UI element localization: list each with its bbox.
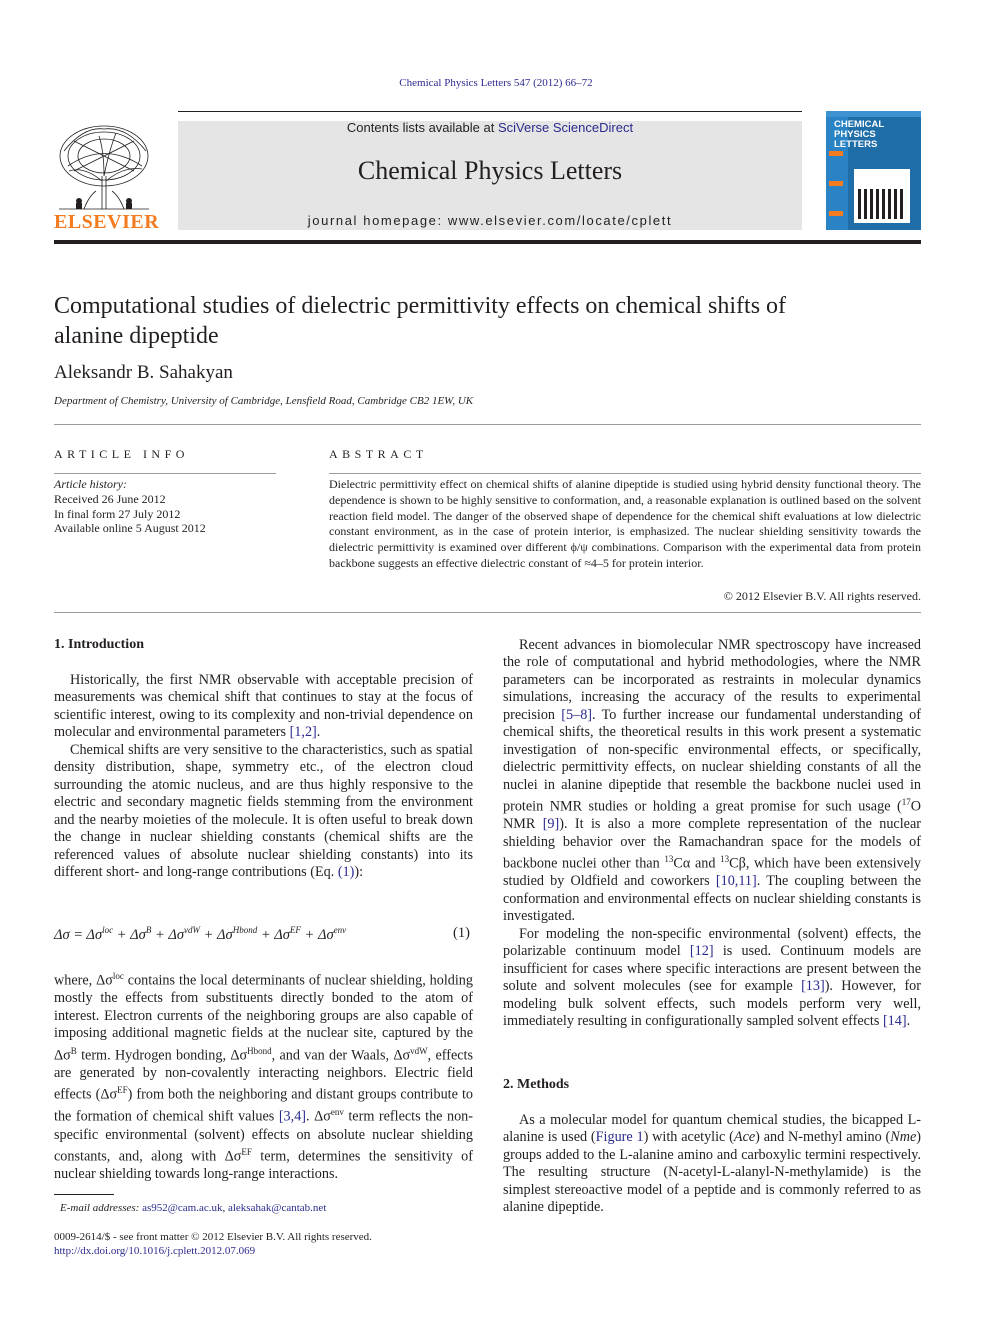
text-run: O NMR	[503, 798, 921, 833]
abstract-heading: ABSTRACT	[329, 447, 428, 461]
sciencedirect-link[interactable]: SciVerse ScienceDirect	[497, 120, 634, 135]
equation-link[interactable]: (1)	[337, 863, 355, 880]
reference-link[interactable]: [3,4]	[278, 1109, 307, 1126]
reference-link[interactable]: [9]	[542, 816, 560, 833]
article-title	[54, 291, 914, 351]
text-run: . To further increase our fundamental understanding of chemical shifts, the theoretical results in this work present a systematic investigation of non-specific environmental effects, or specifically, dielectric permittivity effects, on nuclear shielding constants of all the nuclei in alanine dipeptide that resemble the backbone nuclei used in protein NMR studies or holding a great promise for such usage (	[503, 706, 921, 815]
text-run: ). However, for modeling bulk solvent effects, such models perform very well, immediately resulting in configurationally sampled solvent effects	[503, 978, 921, 1029]
issn-line: 0009-2614/$ - see front matter © 2012 Elsevier B.V. All rights reserved.	[54, 1231, 372, 1243]
text-run: term, determines the sensitivity of nuclear shielding towards long-range interactions.	[54, 1148, 473, 1183]
elsevier-wordmark[interactable]: ELSEVIER	[54, 211, 160, 233]
intro-paragraph	[503, 926, 921, 1031]
reference-link[interactable]: [5–8]	[561, 706, 593, 723]
received-date: Received 26 June 2012	[54, 491, 166, 506]
section-heading-introduction: 1. Introduction	[54, 637, 144, 652]
text-run: is used. Continuum models are insufficient for cases where specific interactions are present between the solute and solvent molecules (see for example	[503, 943, 921, 995]
text-run: .	[906, 1012, 911, 1029]
right-column-intro	[503, 637, 921, 1030]
article-info-heading: ARTICLE INFO	[54, 447, 189, 461]
cover-title-line: CHEMICAL	[834, 119, 885, 130]
footnote-rule	[54, 1194, 114, 1195]
history-label: Article history:	[54, 477, 127, 491]
section-heading-methods: 2. Methods	[503, 1077, 570, 1092]
title-divider	[54, 424, 921, 425]
abstract-copyright: © 2012 Elsevier B.V. All rights reserved.	[723, 589, 921, 603]
footnote-label: E-mail addresses:	[60, 1202, 143, 1214]
online-date: Available online 5 August 2012	[54, 521, 206, 536]
revised-date: In final form 27 July 2012	[54, 506, 181, 521]
intro-paragraphs	[54, 672, 473, 881]
text-run: Recent advances in biomolecular NMR spectroscopy have increased the role of computational and hybrid methodologies, where the NMR parameters can be incorporated as restraints in molecular dynamics simulations, increasing the accuracy of the results to experimental precision	[503, 637, 921, 723]
text-run: term reflects the non-specific environmental (solvent) effects on absolute nuclear shielding constants, and, along with Δσ	[54, 1109, 473, 1165]
text-run: ). It is also a more complete representation of the nuclear shielding behavior over the Ramachandran space for the models of backbone nuclei other than	[503, 816, 921, 872]
paragraph-text: Chemical shifts are very sensitive to the characteristics, such as spatial density distribution, shape, symmetry etc., of the electron cloud surrounding the atomic nucleus, and are thus highly responsive to the electric and secondary magnetic fields stemming from the environment and the nearby moieties of the molecule. It is often useful to break down the change in nuclear shielding constants (chemical shifts are the referenced values of absolute nuclear shielding constants) into its different short- and long-range contributions (Eq.	[54, 741, 473, 880]
figure-link[interactable]: Figure 1	[595, 1129, 644, 1146]
superscript: 13	[664, 854, 674, 865]
cover-title-line: PHYSICS	[834, 129, 876, 140]
intro-paragraph	[503, 637, 921, 926]
text-run: Ace	[733, 1129, 756, 1146]
superscript: 17	[901, 797, 911, 808]
superscript: EF	[117, 1085, 128, 1096]
superscript: env	[330, 1107, 344, 1118]
paragraph-text: Historically, the first NMR observable with acceptable precision of measurements was chemical shift that continues to stay at the focus of scientific interest, owing to its complexity and non-trivial dependence on molecular and environmental parameters	[54, 672, 473, 741]
text-run: For modeling the non-specific environmental (solvent) effects, the polarizable continuum model	[503, 925, 921, 960]
reference-link[interactable]: [10,11]	[715, 873, 757, 890]
methods-text	[503, 1112, 921, 1217]
superscript: B	[70, 1045, 77, 1056]
text-run: ) from both the neighboring and distant groups contribute to the formation of chemical shift values	[54, 1086, 473, 1126]
text-run: As a molecular model for quantum chemical studies, the bicapped	[519, 1112, 908, 1128]
text-run: Nme	[890, 1129, 917, 1146]
author-affiliation: Department of Chemistry, University of Cambridge, Lensfield Road, Cambridge CB2 1EW, UK	[54, 395, 474, 407]
reference-link[interactable]: [13]	[801, 978, 825, 995]
contents-prefix: Contents lists available at	[346, 120, 498, 135]
text-run: , and van der Waals, Δσ	[271, 1047, 411, 1064]
text-run: ) groups added to the L-alanine amino and carboxylic termini respectively. The resulting structure (N-acetyl-L-alanyl-N-methylamide) is the simplest stereoactive model of a peptide and is commonly referred to as alanine dipeptide.	[503, 1129, 922, 1216]
header-thick-rule	[54, 240, 921, 244]
superscript: 13	[720, 854, 730, 865]
email-footnote	[54, 1202, 326, 1214]
cover-title	[834, 120, 884, 150]
doi-link[interactable]: http://dx.doi.org/10.1016/j.cplett.2012.07.069	[54, 1245, 256, 1257]
intro-paragraph	[54, 968, 473, 1184]
text-run: contains the local determinants of nuclear shielding, holding mostly the effects from substituents directly bonded to the atom of interest. Electron currents of the neighboring groups are also capable of imposing additional magnetic fields at the nuclear site, captured by the Δσ	[54, 972, 473, 1064]
text-run: , effects are generated by non-covalently interacting neighbors. Electric field effects (Δσ	[54, 1047, 474, 1103]
article-info-rule	[54, 473, 276, 474]
cover-title-line: LETTERS	[834, 139, 878, 150]
text-run: L-alanine is used (	[503, 1112, 921, 1146]
author-name: Aleksandr B. Sahakyan	[54, 362, 233, 383]
intro-paragraph: Chemical shifts are very sensitive to the characteristics, such as spatial density distribution, shape, symmetry etc., of the electron cloud surrounding the atomic nucleus, and are thus highly responsive to the electric and secondary magnetic fields stemming from the environment and the nearby moieties of the molecule. It is often useful to break down the change in nuclear shielding constants (chemical shifts are the referenced values of absolute nuclear shielding constants) into its different short- and long-range contributions (Eq. (1)):	[54, 741, 473, 880]
abstract-rule	[329, 473, 921, 474]
email-link[interactable]: as952@cam.ac.uk	[142, 1202, 223, 1214]
reference-link[interactable]: [12]	[689, 943, 714, 960]
superscript: loc	[112, 971, 124, 981]
contents-line	[178, 120, 802, 135]
text-run: term. Hydrogen bonding, Δσ	[76, 1047, 248, 1064]
article-title-line: alanine dipeptide	[54, 323, 219, 349]
superscript: Hbond	[247, 1045, 272, 1056]
equation-number: (1)	[453, 925, 470, 941]
journal-citation[interactable]: Chemical Physics Letters 547 (2012) 66–72	[399, 77, 593, 89]
abstract-text: Dielectric permittivity effect on chemical shifts of alanine dipeptide is studied using hybrid density functional theory. The dependence is shown to be highly sensitive to conformation, and, a reasonable explanation is outlined based on the solvent reaction field model. The danger of the observed shape of dependence for the chemical shift evaluations at low dielectric constant environment, as in the case of protein interior, is emphasized. The nuclear shielding sensitivity towards the dielectric permittivity is examined over different ϕ/ψ combinations. Comparison with the experimental data from protein backbone suggests an effective dielectric constant of ≈4–5 for protein interior.	[329, 477, 921, 570]
text-run: ) with acetylic (	[643, 1129, 734, 1146]
reference-link[interactable]: [1,2]	[289, 724, 317, 741]
text-run: . Δσ	[306, 1109, 331, 1126]
text-run: Cβ, which have been extensively studied by Oldfield and coworkers	[503, 855, 921, 890]
journal-name: Chemical Physics Letters	[357, 156, 623, 185]
text-run: Cα and	[673, 855, 721, 872]
email-link[interactable]: aleksahak@cantab.net	[227, 1202, 327, 1214]
reference-link[interactable]: [14]	[882, 1012, 907, 1029]
text-run: where, Δσ	[54, 972, 113, 989]
equation-1: $\Delta\sigma = \Delta\sigma^{loc} + \Delta\sigma^B + \Delta\sigma^{vdW} + \Delta\sigma^{Hbond} + \Delta\sigma^{EF} + \Delta\sigma^{env}$	[54, 925, 347, 943]
article-history	[54, 477, 276, 536]
journal-homepage[interactable]: journal homepage: www.elsevier.com/locate/cplett	[307, 213, 673, 228]
text-run: ) and N-methyl amino (	[755, 1129, 891, 1146]
abstract-divider	[54, 612, 921, 613]
intro-paragraph: Historically, the first NMR observable with acceptable precision of measurements was chemical shift that continues to stay at the focus of scientific interest, owing to its complexity and non-trivial dependence on molecular and environmental parameters [1,2].	[54, 672, 473, 741]
article-title-line: Computational studies of dielectric permittivity effects on chemical shifts of	[54, 293, 787, 319]
superscript: vdW	[410, 1045, 428, 1056]
footnote-sep: ,	[222, 1202, 228, 1214]
intro-paragraph-3	[54, 968, 473, 1184]
text-run: . The coupling between the conformation and environmental effects on nuclear shielding constants is investigated.	[503, 873, 921, 925]
superscript: EF	[241, 1147, 252, 1158]
header-rule	[178, 111, 802, 112]
methods-paragraph	[503, 1112, 921, 1217]
